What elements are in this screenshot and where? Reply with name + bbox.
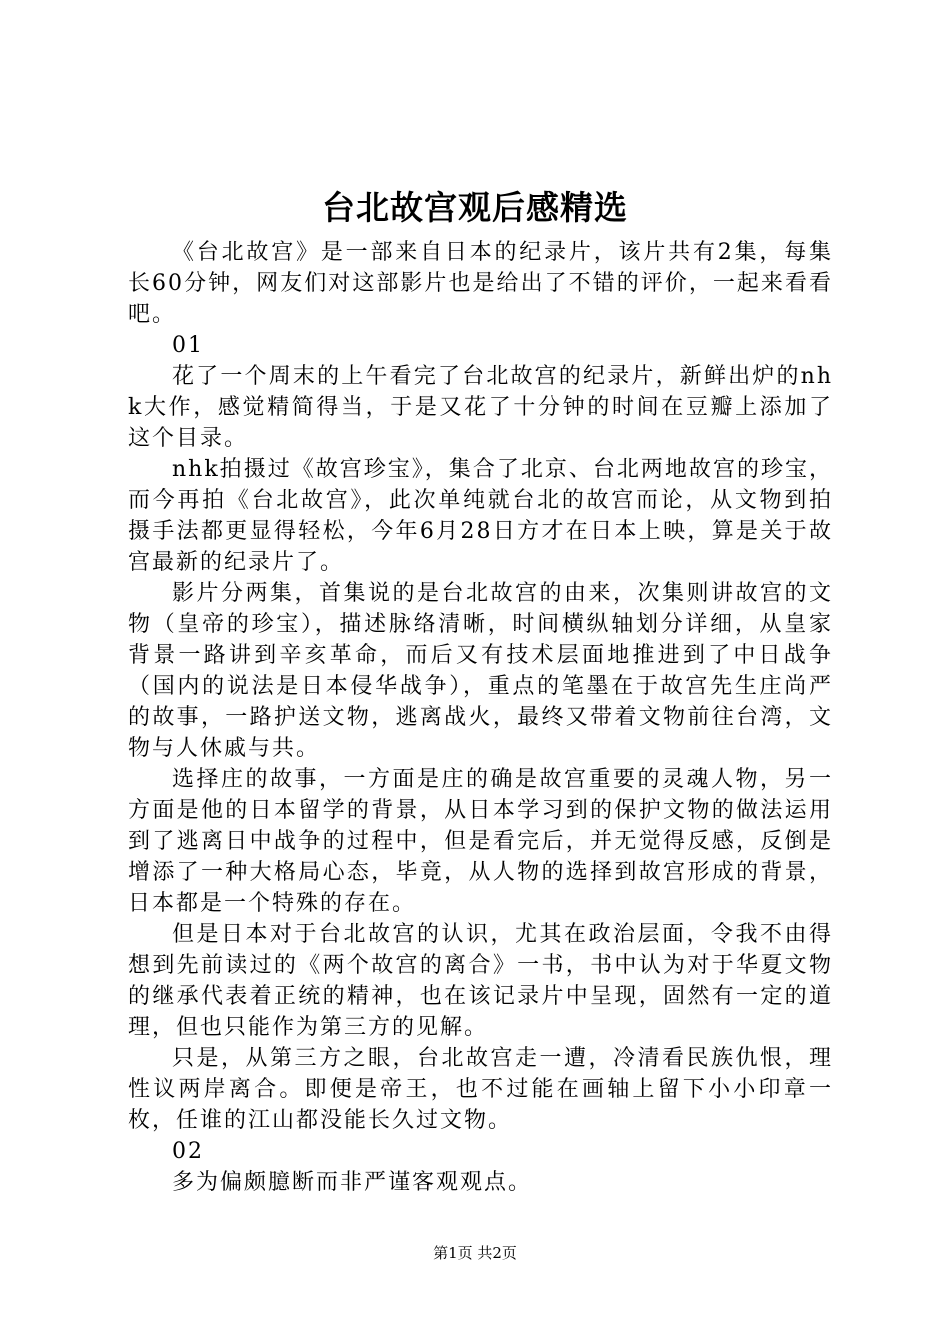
document-body (128, 237, 833, 1198)
document-title: 台北故宫观后感精选 (322, 188, 628, 227)
page-footer: 第1页 共2页 (433, 1244, 517, 1262)
body-paragraph: 多为偏颇臆断而非严谨客观观点。 (172, 1170, 533, 1195)
body-paragraph: 选择庄的故事，一方面是庄的确是故宫重要的灵魂人物，另一方面是他的日本留学的背景，从日本学习到的保护文物的做法运用到了逃离日中战争的过程中，但是看完后，并无觉得反感，反倒是增添了一种大格局心态，毕竟，从人物的选择到故宫形成的背景，日本都是一个特殊的存在。 (128, 767, 833, 916)
body-paragraph: nhk拍摄过《故宫珍宝》，集合了北京、台北两地故宫的珍宝，而今再拍《台北故宫》，此次单纯就台北的故宫而论，从文物到拍摄手法都更显得轻松，今年6月28日方才在日本上映，算是关于故宫最新的纪录片了。 (128, 457, 833, 575)
body-paragraph: 影片分两集，首集说的是台北故宫的由来，次集则讲故宫的文物（皇帝的珍宝），描述脉络清晰，时间横纵轴划分详细，从皇家背景一路讲到辛亥革命，而后又有技术层面地推进到了中日战争（国内的说法是日本侵华战争），重点的笔墨在于故宫先生庄尚严的故事，一路护送文物，逃离战火，最终又带着文物前往台湾，文物与人休戚与共。 (128, 581, 833, 761)
body-paragraph: 只是，从第三方之眼，台北故宫走一遭，冷清看民族仇恨，理性议两岸离合。即便是帝王，也不过能在画轴上留下小小印章一枚，任谁的江山都没能长久过文物。 (128, 1046, 833, 1133)
section-number-02: 02 (172, 1139, 204, 1164)
intro-paragraph: 《台北故宫》是一部来自日本的纪录片，该片共有2集，每集长60分钟，网友们对这部影片也是给出了不错的评价，一起来看看吧。 (128, 240, 833, 327)
body-paragraph: 但是日本对于台北故宫的认识，尤其在政治层面，令我不由得想到先前读过的《两个故宫的离合》一书，书中认为对于华夏文物的继承代表着正统的精神，也在该记录片中呈现，固然有一定的道理，但也只能作为第三方的见解。 (128, 922, 833, 1040)
body-paragraph: 花了一个周末的上午看完了台北故宫的纪录片，新鲜出炉的nhk大作，感觉精简得当，于是又花了十分钟的时间在豆瓣上添加了这个目录。 (128, 364, 833, 451)
section-number-01: 01 (172, 333, 204, 358)
